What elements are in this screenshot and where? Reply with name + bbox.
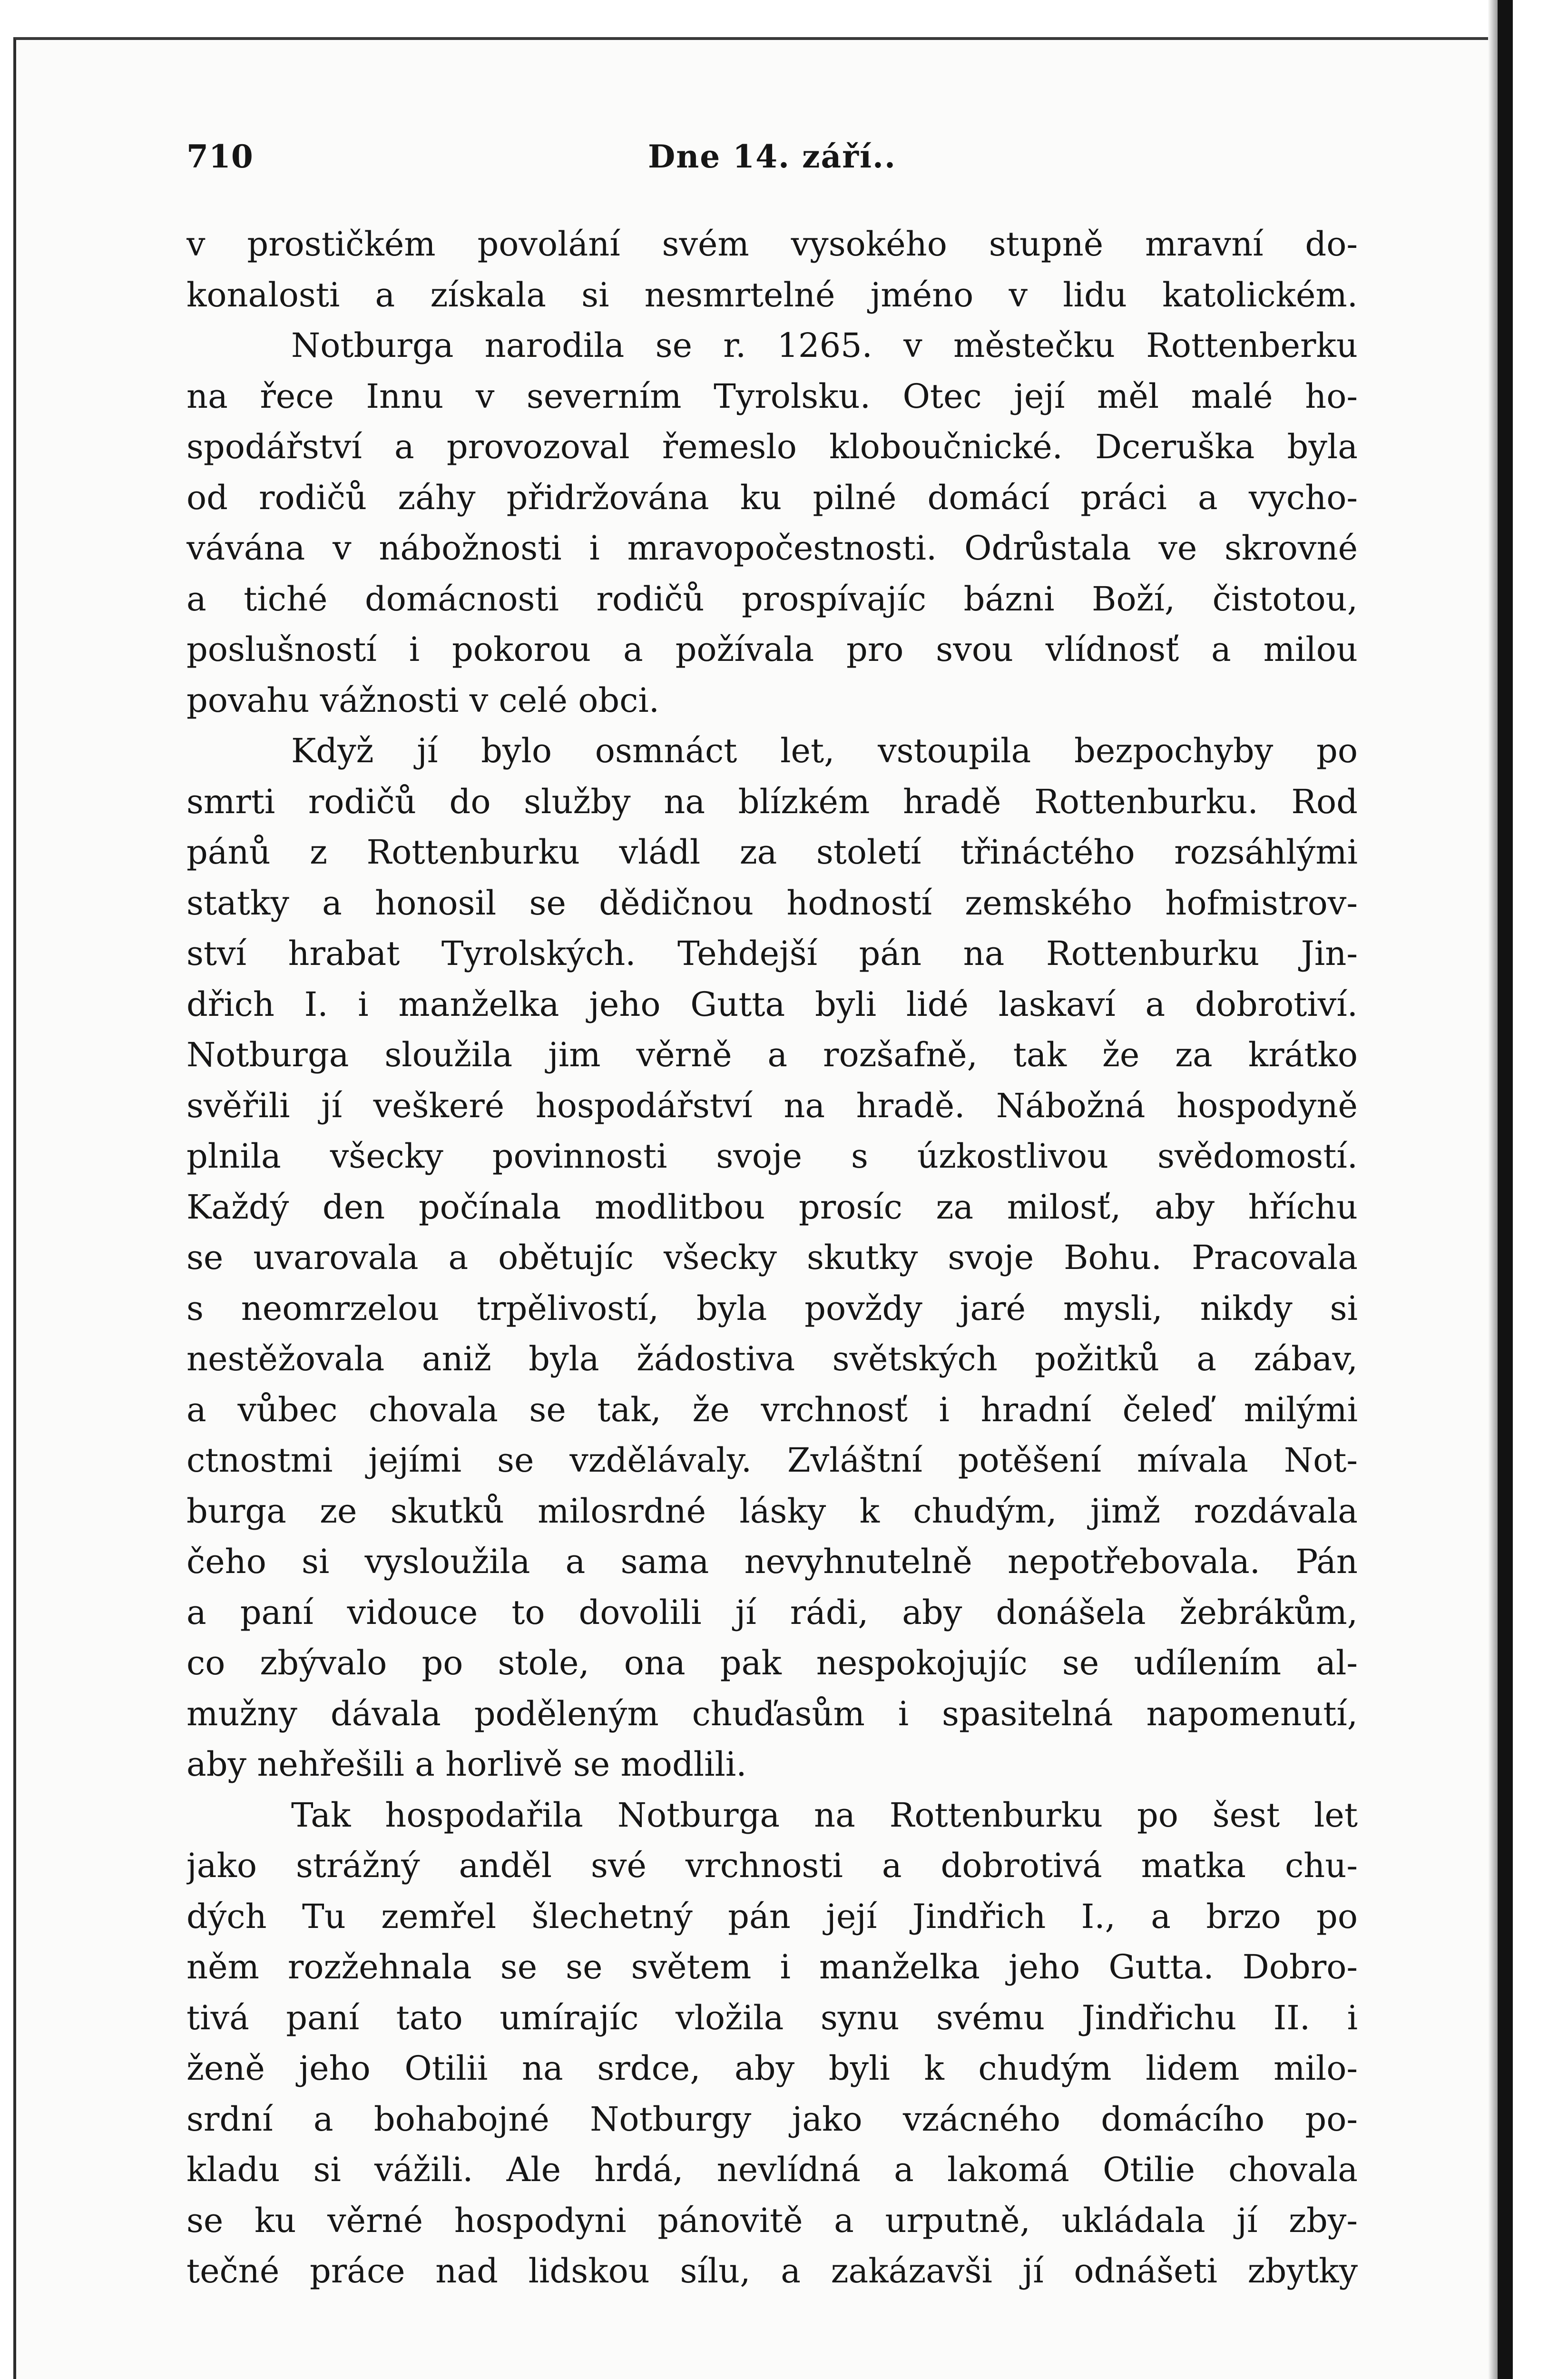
text-line: poslušností i pokorou a požívala pro svou vlídnosť a milou [186, 630, 1358, 669]
running-head: Dne 14. září.. [647, 138, 897, 175]
text-line: tivá paní tato umírajíc vložila synu svému Jindřichu II. i [186, 1998, 1358, 2037]
text-line: pánů z Rottenburku vládl za století třináctého rozsáhlými [186, 833, 1358, 872]
scan-border-right [1498, 0, 1513, 2379]
text-line: mužny dávala poděleným chuďasům i spasitelná napomenutí, [186, 1694, 1358, 1733]
text-line: spodářství a provozoval řemeslo kloboučnické. Dceruška byla [186, 427, 1358, 466]
text-line: jako strážný anděl své vrchnosti a dobrotivá matka chu- [186, 1846, 1358, 1885]
text-line: dřich I. i manželka jeho Gutta byli lidé laskaví a dobrotiví. [186, 984, 1358, 1024]
text-line: tečné práce nad lidskou sílu, a zakázavši jí odnášeti zbytky [186, 2251, 1358, 2291]
text-line: na řece Innu v severním Tyrolsku. Otec její měl malé ho- [186, 376, 1358, 416]
page-header [186, 138, 1358, 181]
text-line: od rodičů záhy přidržována ku pilné domácí práci a vycho- [186, 478, 1358, 517]
text-line: srdní a bohabojné Notburgy jako vzácného domácího po- [186, 2099, 1358, 2139]
text-line: ctnostmi jejími se vzdělávaly. Zvláštní potěšení mívala Not- [186, 1441, 1358, 1480]
text-line: čeho si vysloužila a sama nevyhnutelně nepotřebovala. Pán [186, 1542, 1358, 1581]
text-line: se uvarovala a obětujíc všecky skutky svoje Bohu. Pracovala [186, 1238, 1358, 1277]
text-line: povahu vážnosti v celé obci. [186, 680, 660, 720]
text-line: s neomrzelou trpělivostí, byla povždy jaré mysli, nikdy si [186, 1288, 1358, 1328]
text-line: plnila všecky povinnosti svoje s úzkostlivou svědomostí. [186, 1137, 1358, 1176]
text-line: svěřili jí veškeré hospodářství na hradě. Nábožná hospodyně [186, 1086, 1358, 1125]
text-line: Tak hospodařila Notburga na Rottenburku po šest let [291, 1795, 1358, 1835]
text-line: aby nehřešili a horlivě se modlili. [186, 1745, 747, 1784]
page-edge-shading [1488, 0, 1498, 2379]
text-line: statky a honosil se dědičnou hodností zemského hofmistrov- [186, 883, 1358, 923]
body-text [186, 219, 1358, 2297]
text-line: konalosti a získala si nesmrtelné jméno v lidu katolickém. [186, 275, 1358, 315]
text-line: v prostičkém povolání svém vysokého stupně mravní do- [186, 225, 1358, 264]
text-line: co zbývalo po stole, ona pak nespokojujíc se udílením al- [186, 1643, 1358, 1682]
text-line: dých Tu zemřel šlechetný pán její Jindřich I., a brzo po [186, 1897, 1358, 1936]
text-line: burga ze skutků milosrdné lásky k chudým, jimž rozdávala [186, 1491, 1358, 1531]
text-line: kladu si vážili. Ale hrdá, nevlídná a lakomá Otilie chovala [186, 2150, 1358, 2189]
text-line: něm rozžehnala se se světem i manželka jeho Gutta. Dobro- [186, 1947, 1358, 1986]
text-line: Notburga sloužila jim věrně a rozšafně, tak že za krátko [186, 1035, 1358, 1074]
text-line: a tiché domácnosti rodičů prospívajíc bázni Boží, čistotou, [186, 579, 1358, 619]
text-line: nestěžovala aniž byla žádostiva světských požitků a zábav, [186, 1339, 1358, 1378]
text-line: smrti rodičů do služby na blízkém hradě Rottenburku. Rod [186, 782, 1358, 821]
scan-margin-right [1513, 0, 1568, 2379]
text-line: Když jí bylo osmnáct let, vstoupila bezpochyby po [291, 731, 1358, 770]
text-line: vávána v nábožnosti i mravopočestnosti. Odrůstala ve skrovné [186, 529, 1358, 568]
text-line: se ku věrné hospodyni pánovitě a urputně, ukládala jí zby- [186, 2201, 1358, 2240]
text-line: a paní vidouce to dovolili jí rádi, aby donášela žebrákům, [186, 1593, 1358, 1632]
text-line: Notburga narodila se r. 1265. v městečku Rottenberku [291, 326, 1358, 365]
text-line: Každý den počínala modlitbou prosíc za milosť, aby hříchu [186, 1187, 1358, 1227]
text-line: ženě jeho Otilii na srdce, aby byli k chudým lidem milo- [186, 2049, 1358, 2088]
text-line: ství hrabat Tyrolských. Tehdejší pán na Rottenburku Jin- [186, 934, 1358, 973]
text-line: a vůbec chovala se tak, že vrchnosť i hradní čeleď milými [186, 1390, 1358, 1429]
page-number: 710 [186, 138, 254, 175]
